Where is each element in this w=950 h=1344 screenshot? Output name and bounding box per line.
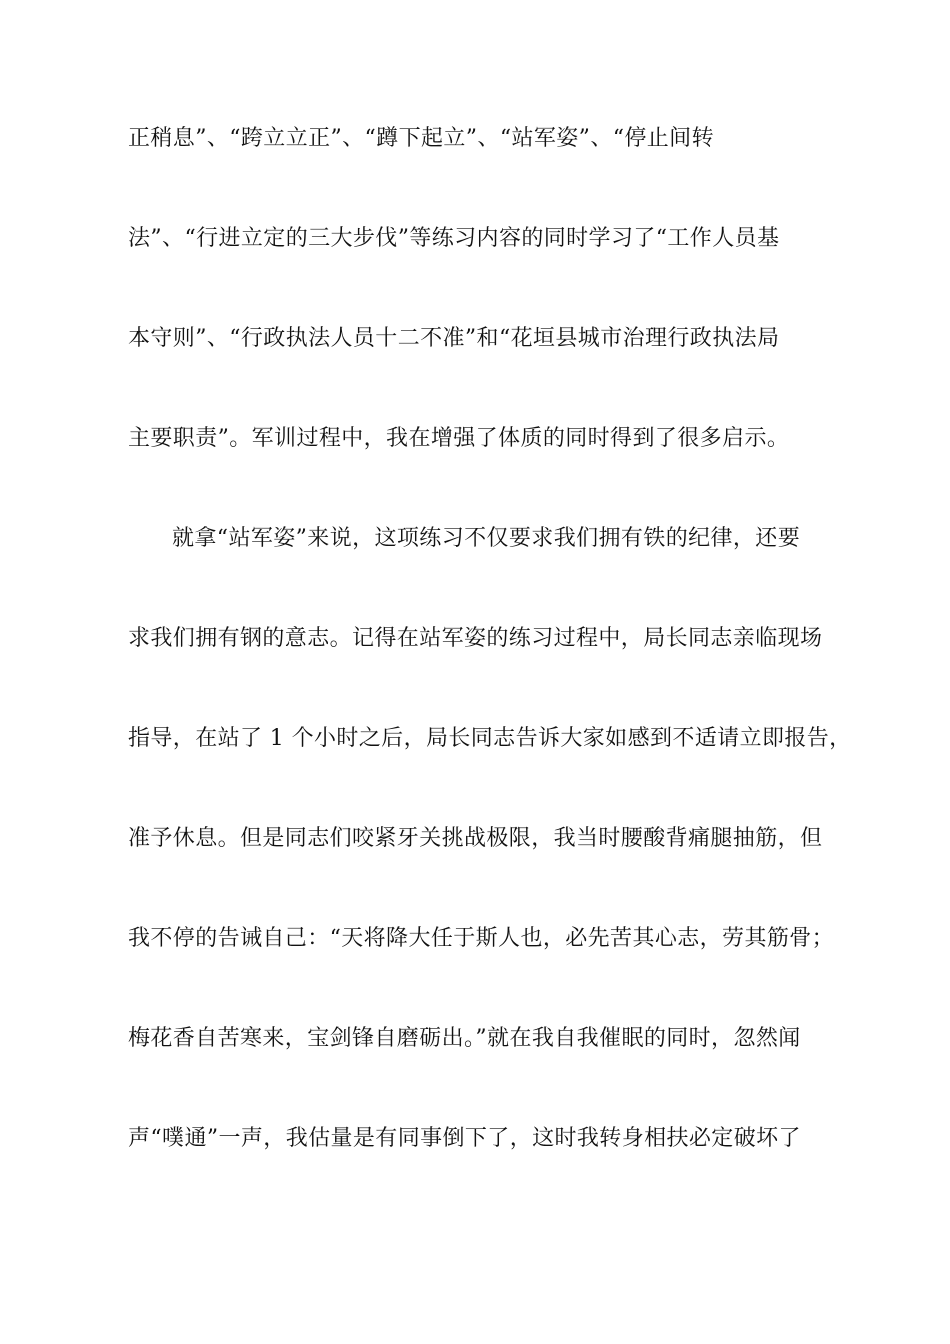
- text-line: 声“噗通”一声，我估量是有同事倒下了，这时我转身相扶必定破坏了: [128, 1126, 801, 1151]
- body-text: [128, 117, 852, 1217]
- text-line: 求我们拥有钢的意志。记得在站军姿的练习过程中，局长同志亲临现场: [128, 626, 823, 651]
- text-line: 梅花香自苦寒来，宝剑锋自磨砺出。”就在我自我催眠的同时，忽然闻: [128, 1026, 801, 1051]
- text-line: 法”、“行进立定的三大步伐”等练习内容的同时学习了“工作人员基: [128, 226, 780, 251]
- text-line: 指导，在站了 1 个小时之后，局长同志告诉大家如感到不适请立即报告，: [128, 726, 852, 751]
- text-line: 正稍息”、“跨立立正”、“蹲下起立”、“站军姿”、“停止间转: [128, 126, 714, 151]
- text-line: 我不停的告诫自己：“天将降大任于斯人也，必先苦其心志，劳其筋骨；: [128, 926, 835, 951]
- paragraph-start-line: 就拿“站军姿”来说，这项练习不仅要求我们拥有铁的纪律，还要: [172, 526, 801, 551]
- text-line: 本守则”、“行政执法人员十二不准”和“花垣县城市治理行政执法局: [128, 326, 780, 351]
- text-line: 准予休息。但是同志们咬紧牙关挑战极限，我当时腰酸背痛腿抽筋，但: [128, 826, 823, 851]
- text-line: 主要职责”。军训过程中，我在增强了体质的同时得到了很多启示。: [128, 426, 790, 451]
